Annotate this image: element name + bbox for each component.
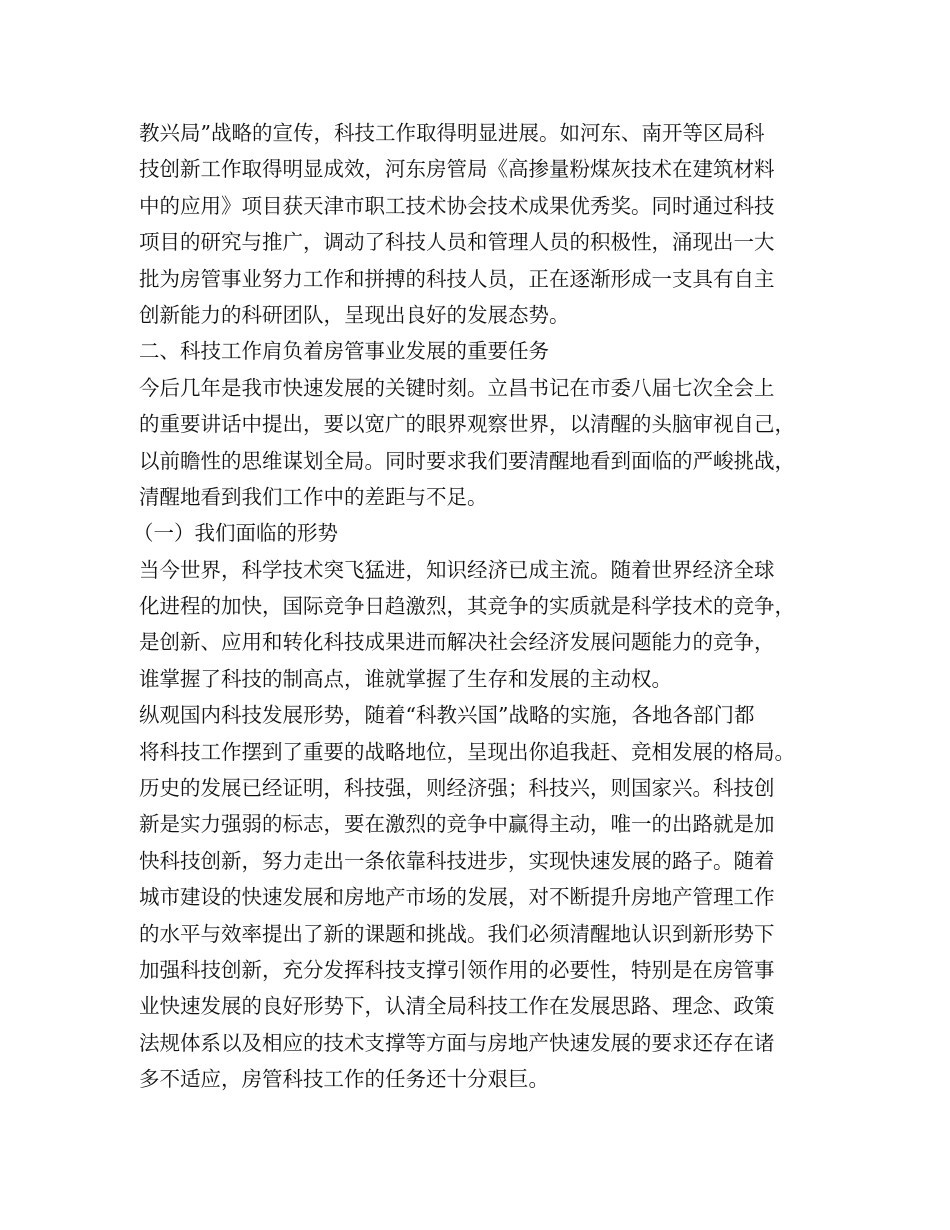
- body-line: 清醒地看到我们工作中的差距与不足。: [139, 484, 488, 509]
- body-line: 快科技创新，努力走出一条依靠科技进步，实现快速发展的路子。随着: [139, 848, 775, 873]
- body-line: 加强科技创新，充分发挥科技支撑引领作用的必要性，特别是在房管事: [139, 957, 775, 982]
- body-line: 今后几年是我市快速发展的关键时刻。立昌书记在市委八届七次全会上: [139, 375, 775, 400]
- body-line: 化进程的加快，国际竞争日趋激烈，其竞争的实质就是科学技术的竞争，: [139, 594, 795, 619]
- body-line: 中的应用》项目获天津市职工技术协会技术成果优秀奖。同时通过科技: [139, 193, 775, 218]
- section-heading: 二、科技工作肩负着房管事业发展的重要任务: [139, 339, 549, 364]
- body-line: 当今世界，科学技术突飞猛进，知识经济已成主流。随着世界经济全球: [139, 557, 775, 582]
- body-line: 教兴局”战略的宣传，科技工作取得明显进展。如河东、南开等区局科: [139, 121, 765, 145]
- body-line: 新是实力强弱的标志，要在激烈的竞争中赢得主动，唯一的出路就是加: [139, 812, 775, 837]
- body-line: 法规体系以及相应的技术支撑等方面与房地产快速发展的要求还存在诸: [139, 1030, 775, 1055]
- body-line: 城市建设的快速发展和房地产市场的发展，对不断提升房地产管理工作: [139, 885, 775, 910]
- body-line: 批为房管事业努力工作和拼搏的科技人员，正在逐渐形成一支具有自主: [139, 266, 775, 291]
- document-body: [133, 115, 829, 1098]
- body-line: 业快速发展的良好形势下，认清全局科技工作在发展思路、理念、政策: [139, 994, 775, 1019]
- body-line: 创新能力的科研团队，呈现出良好的发展态势。: [139, 302, 570, 327]
- body-line: 将科技工作摆到了重要的战略地位，呈现出你追我赶、竞相发展的格局。: [139, 739, 795, 764]
- body-line: 项目的研究与推广，调动了科技人员和管理人员的积极性，涌现出一大: [139, 230, 775, 255]
- body-line: 纵观国内科技发展形势，随着“科教兴国”战略的实施，各地各部门都: [139, 703, 755, 728]
- body-line: 技创新工作取得明显成效，河东房管局《高掺量粉煤灰技术在建筑材料: [139, 157, 775, 182]
- body-line: 的水平与效率提出了新的课题和挑战。我们必须清醒地认识到新形势下: [139, 921, 775, 946]
- subsection-heading: （一）我们面临的形势: [133, 521, 338, 546]
- body-line: 谁掌握了科技的制高点，谁就掌握了生存和发展的主动权。: [139, 666, 672, 691]
- body-line: 多不适应，房管科技工作的任务还十分艰巨。: [139, 1067, 549, 1092]
- body-line: 历史的发展已经证明，科技强，则经济强；科技兴，则国家兴。科技创: [139, 776, 775, 801]
- body-line: 的重要讲话中提出，要以宽广的眼界观察世界，以清醒的头脑审视自己，: [139, 412, 795, 437]
- body-line: 以前瞻性的思维谋划全局。同时要求我们要清醒地看到面临的严峻挑战，: [139, 448, 795, 473]
- body-line: 是创新、应用和转化科技成果进而解决社会经济发展问题能力的竞争，: [139, 630, 775, 655]
